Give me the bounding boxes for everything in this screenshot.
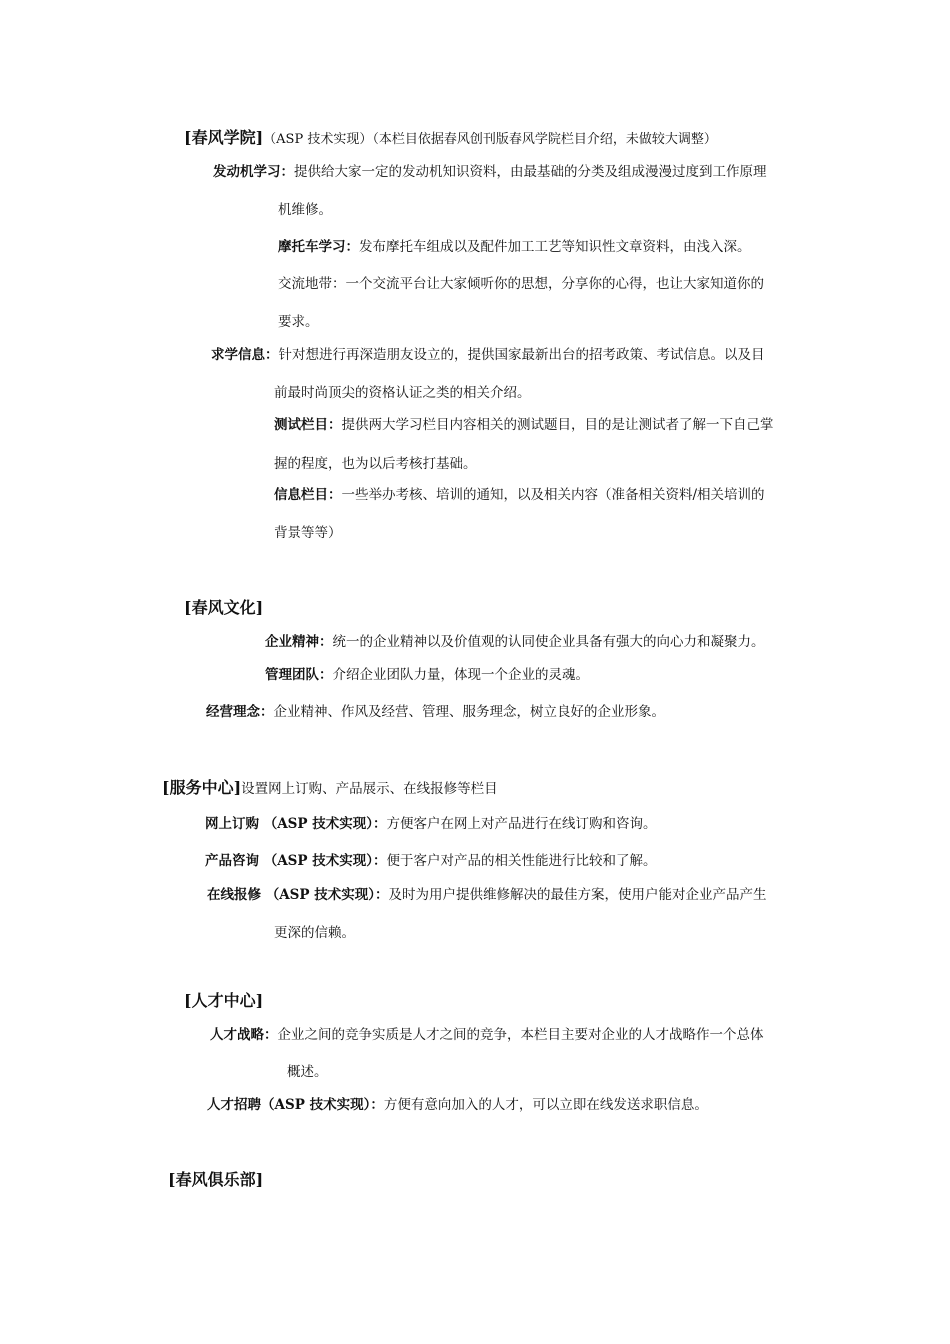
strategy-label: 人才战略： (210, 1027, 278, 1043)
info-label: 信息栏目： (274, 487, 342, 503)
strategy-text-2: 概述。 (287, 1064, 328, 1080)
team-label: 管理团队： (265, 667, 333, 683)
culture-heading: [春风文化] (184, 598, 264, 617)
academy-heading: [春风学院] (184, 128, 264, 147)
info-text-1: 一些举办考核、培训的通知，以及相关内容（准备相关资料/相关培训的 (341, 487, 765, 503)
study-label: 求学信息： (211, 347, 279, 363)
exchange-text-2: 要求。 (278, 314, 319, 330)
service-heading-line (162, 778, 498, 798)
test-text-2: 握的程度，也为以后考核打基础。 (274, 456, 477, 472)
spirit-item (265, 633, 765, 651)
spirit-text: 统一的企业精神以及价值观的认同使企业具备有强大的向心力和凝聚力。 (332, 634, 765, 650)
philosophy-item (206, 703, 665, 721)
test-label: 测试栏目： (274, 417, 342, 433)
study-text-1: 针对想进行再深造朋友设立的，提供国家最新出台的招考政策、考试信息。以及目 (278, 347, 765, 363)
motorcycle-item (278, 238, 751, 256)
study-item (211, 346, 765, 364)
team-text: 介绍企业团队力量，体现一个企业的灵魂。 (332, 667, 589, 683)
order-item (205, 815, 657, 833)
recruit-label: 人才招聘（ASP 技术实现）： (207, 1097, 384, 1113)
order-text: 方便客户在网上对产品进行在线订购和咨询。 (386, 816, 657, 832)
consult-item (205, 852, 657, 870)
academy-heading-note: （ASP 技术实现）（本栏目依据春风创刊版春风学院栏目介绍，未做较大调整） (263, 132, 717, 147)
recruit-text: 方便有意向加入的人才，可以立即在线发送求职信息。 (383, 1097, 708, 1113)
repair-text-2: 更深的信赖。 (274, 925, 355, 941)
talent-heading: [人才中心] (184, 991, 264, 1010)
recruit-item (207, 1096, 708, 1114)
repair-item (207, 886, 767, 904)
order-label: 网上订购 （ASP 技术实现）： (205, 816, 387, 832)
info-item (274, 486, 765, 504)
philosophy-label: 经营理念： (206, 704, 274, 720)
service-heading: [服务中心] (162, 778, 242, 797)
philosophy-text: 企业精神、作风及经营、管理、服务理念，树立良好的企业形象。 (273, 704, 665, 720)
motorcycle-text: 发布摩托车组成以及配件加工工艺等知识性文章资料，由浅入深。 (359, 239, 751, 255)
engine-text-2: 机维修。 (278, 202, 332, 218)
service-heading-note: 设置网上订购、产品展示、在线报修等栏目 (241, 781, 498, 797)
test-text-1: 提供两大学习栏目内容相关的测试题目，目的是让测试者了解一下自己掌 (341, 417, 774, 433)
test-item (274, 416, 774, 434)
info-text-2: 背景等等） (274, 525, 342, 541)
exchange-text-1: 交流地带：一个交流平台让大家倾听你的思想，分享你的心得，也让大家知道你的 (278, 276, 764, 292)
club-heading: [春风俱乐部] (168, 1170, 264, 1189)
consult-label: 产品咨询 （ASP 技术实现）： (205, 853, 387, 869)
engine-text-1: 提供给大家一定的发动机知识资料，由最基础的分类及组成漫漫过度到工作原理 (294, 164, 767, 180)
study-text-2: 前最时尚顶尖的资格认证之类的相关介绍。 (274, 385, 531, 401)
motorcycle-label: 摩托车学习： (278, 239, 359, 255)
engine-label: 发动机学习： (213, 164, 294, 180)
engine-item (213, 163, 767, 181)
strategy-item (210, 1026, 764, 1044)
team-item (265, 666, 589, 684)
consult-text: 便于客户对产品的相关性能进行比较和了解。 (386, 853, 657, 869)
strategy-text-1: 企业之间的竞争实质是人才之间的竞争，本栏目主要对企业的人才战略作一个总体 (277, 1027, 764, 1043)
spirit-label: 企业精神： (265, 634, 333, 650)
academy-heading-line (184, 128, 717, 149)
repair-text-1: 及时为用户提供维修解决的最佳方案，使用户能对企业产品产生 (388, 887, 767, 903)
repair-label: 在线报修 （ASP 技术实现）： (207, 887, 389, 903)
